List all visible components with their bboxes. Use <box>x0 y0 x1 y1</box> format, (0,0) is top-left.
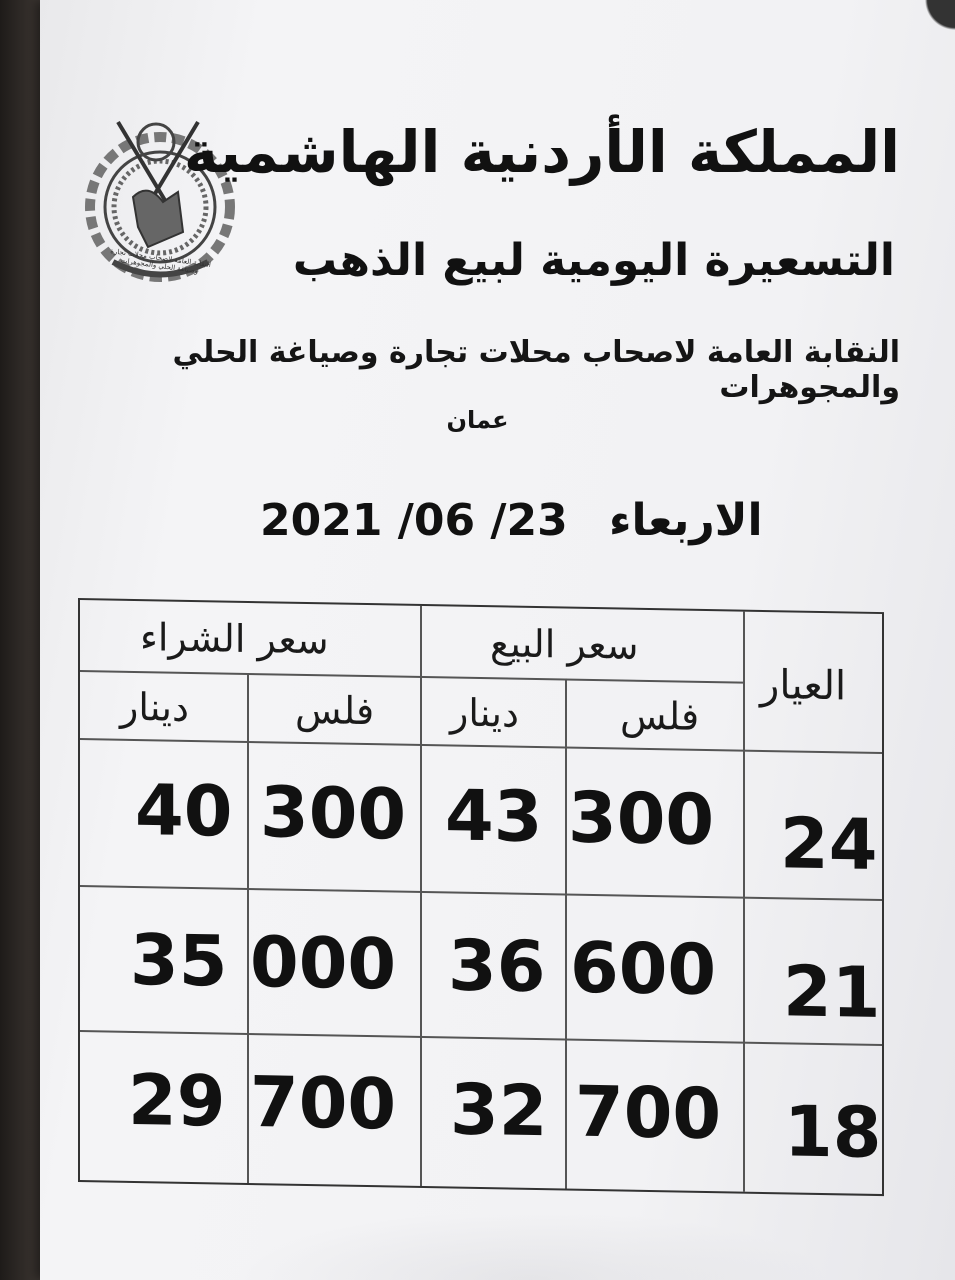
grid-line <box>80 885 882 901</box>
grid-line <box>80 738 882 754</box>
buy-dinar-24: 40 <box>135 768 233 853</box>
sell-dinar-21: 36 <box>448 924 546 1009</box>
sell-dinar-24: 43 <box>445 774 543 859</box>
syndicate-name: النقابة العامة لاصحاب محلات تجارة وصياغة الحلي والمجوهرات <box>172 335 900 405</box>
karat-18: 18 <box>784 1090 882 1175</box>
karat-21: 21 <box>783 950 881 1035</box>
buy-fils-header: فلس <box>295 687 375 734</box>
buy-price-header: سعر الشراء <box>140 615 329 663</box>
gold-price-table <box>78 598 884 1196</box>
day-name: الاربعاء <box>609 495 763 546</box>
sell-fils-21: 600 <box>570 926 717 1012</box>
karat-24: 24 <box>780 802 878 886</box>
page-subtitle: التسعيرة اليومية لبيع الذهب <box>292 235 895 286</box>
date-value: 2021 /06 /23 <box>260 495 568 546</box>
sell-dinar-18: 32 <box>450 1068 548 1153</box>
emblem-text: النقابة العامة لاصحاب محلات تجارة وصياغة الحلي والمجوهرات <box>109 247 212 276</box>
sell-dinar-header: دينار <box>450 690 519 736</box>
buy-dinar-21: 35 <box>130 918 228 1003</box>
buy-dinar-header: دينار <box>120 684 189 730</box>
buy-fils-24: 300 <box>260 771 407 856</box>
sell-price-header: سعر البيع <box>490 621 639 668</box>
buy-fils-18: 700 <box>250 1061 397 1146</box>
buy-dinar-18: 29 <box>128 1058 226 1143</box>
grid-line <box>80 670 743 684</box>
page-title: المملكة الأردنية الهاشمية <box>183 118 900 186</box>
grid-line <box>743 612 745 1192</box>
paper-corner <box>915 0 955 30</box>
paper-shading <box>230 1210 830 1280</box>
sell-fils-24: 300 <box>568 776 715 862</box>
grid-line <box>420 606 422 1186</box>
buy-fils-21: 000 <box>250 921 397 1006</box>
date-line <box>260 495 763 546</box>
karat-header: العيار <box>760 661 847 710</box>
grid-line <box>565 679 567 1189</box>
sell-fils-18: 700 <box>575 1070 722 1156</box>
grid-line <box>80 1030 882 1046</box>
city-name: عمان <box>446 406 509 434</box>
sell-fils-header: فلس <box>620 693 700 739</box>
grid-line <box>247 673 249 1183</box>
